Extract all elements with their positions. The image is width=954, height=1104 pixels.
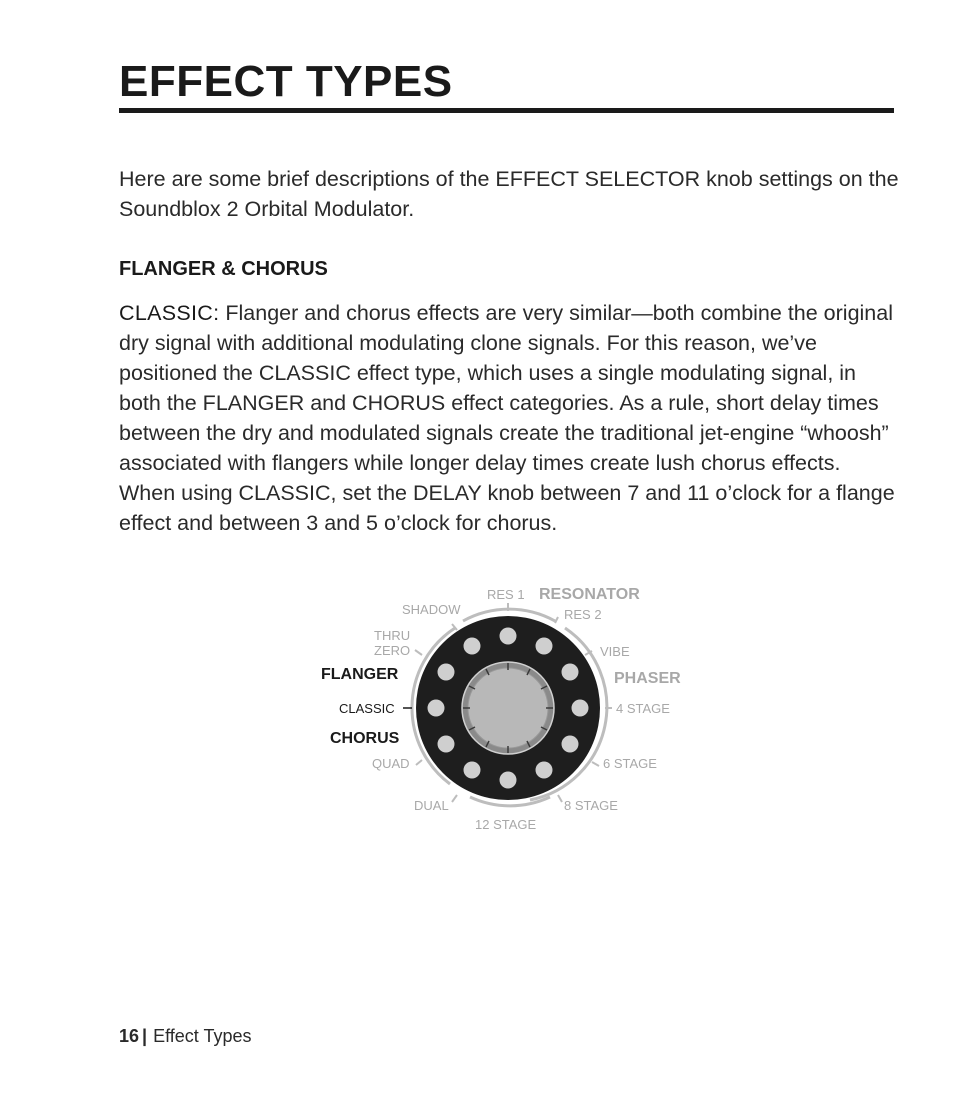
tick-thruzero <box>415 650 422 655</box>
label-12stage: 12 STAGE <box>475 817 537 832</box>
led-6stage <box>562 736 579 753</box>
body-text: Flanger and chorus effects are very similar—both combine the original dry signal with additional modulating clone signals. For this reason, we’ve positioned the CLASSIC effect type, which uses a single modulating signal, in both the FLANGER and CHORUS effect categories. As a rule, short delay times between the dry and modulated signals create the traditional jet-engine “whoosh” associated with flangers while longer delay times create lush chorus effects. When using CLASSIC, set the DELAY knob between 7 and 11 o’clock for a flange effect and between 3 and 5 o’clock for chorus. <box>119 301 895 535</box>
page-title: EFFECT TYPES <box>119 57 453 106</box>
label-6stage: 6 STAGE <box>603 756 657 771</box>
page-footer <box>119 1024 251 1048</box>
led-thruzero <box>438 664 455 681</box>
tick-6stage <box>592 762 599 766</box>
label-flanger: FLANGER <box>321 666 399 683</box>
footer-separator: | <box>142 1026 148 1046</box>
label-chorus: CHORUS <box>330 730 400 747</box>
label-resonator: RESONATOR <box>539 586 640 603</box>
effect-selector-diagram <box>300 575 700 840</box>
label-4stage: 4 STAGE <box>616 701 670 716</box>
led-12stage <box>500 772 517 789</box>
label-thru: THRU <box>374 628 411 643</box>
intro-paragraph: Here are some brief descriptions of the EFFECT SELECTOR knob settings on the Soundblox 2 Orbital Modulator. <box>119 167 899 221</box>
tick-quad <box>416 760 422 765</box>
tick-dual <box>452 795 457 802</box>
led-shadow <box>464 638 481 655</box>
tick-8stage <box>558 795 562 802</box>
tick-res2 <box>555 617 558 623</box>
knob-cap <box>468 668 548 748</box>
led-quad <box>438 736 455 753</box>
label-quad: QUAD <box>372 756 410 771</box>
title-rule <box>119 108 894 113</box>
label-dual: DUAL <box>414 798 449 813</box>
page-number: 16 <box>119 1026 140 1046</box>
led-vibe <box>562 664 579 681</box>
led-res2 <box>536 638 553 655</box>
label-8stage: 8 STAGE <box>564 798 618 813</box>
section-heading: FLANGER & CHORUS <box>119 258 328 280</box>
led-res1 <box>500 628 517 645</box>
body-lead: CLASSIC: <box>119 301 220 325</box>
label-shadow: SHADOW <box>402 602 461 617</box>
label-phaser: PHASER <box>614 670 681 687</box>
led-4stage <box>572 700 589 717</box>
led-classic <box>428 700 445 717</box>
label-res2: RES 2 <box>564 607 602 622</box>
footer-section: Effect Types <box>153 1026 252 1046</box>
label-classic: CLASSIC <box>339 701 395 716</box>
body-paragraph <box>119 298 899 538</box>
label-res1: RES 1 <box>487 587 525 602</box>
led-8stage <box>536 762 553 779</box>
label-vibe: VIBE <box>600 644 630 659</box>
led-dual <box>464 762 481 779</box>
label-zero: ZERO <box>374 643 411 658</box>
